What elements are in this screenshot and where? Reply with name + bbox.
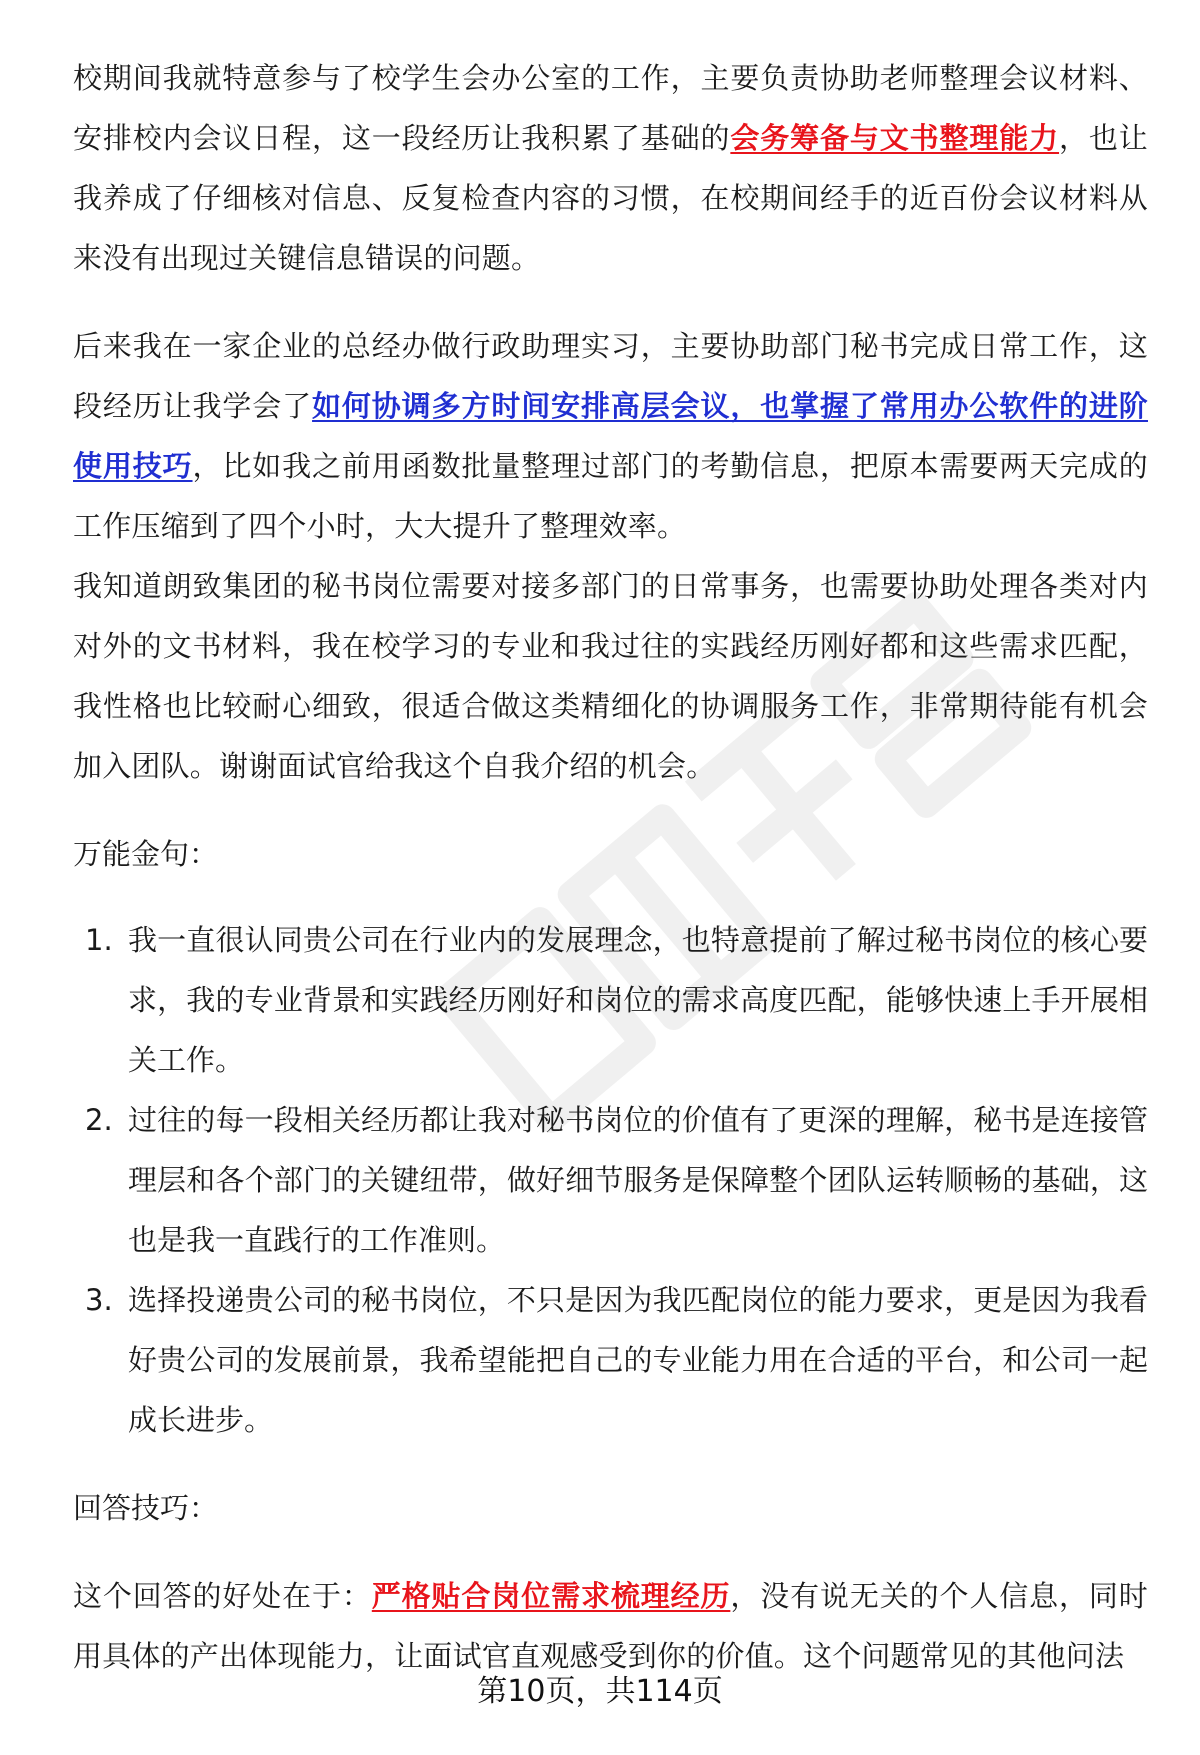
highlight-blue: 如何协调多方时间安排高层会议，也掌握了常用办公软件的进阶使用技巧 xyxy=(73,389,1148,483)
list-item-text: 我一直很认同贵公司在行业内的发展理念，也特意提前了解过秘书岗位的核心要求，我的专业背景和实践经历刚好和岗位的需求高度匹配，能够快速上手开展相关工作。 xyxy=(128,923,1148,1077)
golden-sentences-heading: 万能金句： xyxy=(73,837,219,871)
highlight-red: 会务筹备与文书整理能力 xyxy=(730,121,1060,155)
paragraph-text: ，也让我养成了仔细核对信息、反复检查内容的习惯，在校期间经手的近百份会议材料从来没有出现过关键信息错误的问题。 xyxy=(73,121,1149,275)
list-item xyxy=(73,1270,1148,1450)
paragraph-text: ，比如我之前用函数批量整理过部门的考勤信息，把原本需要两天完成的工作压缩到了四个小时，大大提升了整理效率。 xyxy=(73,449,1148,543)
paragraph-internship-experience xyxy=(73,316,1148,556)
answer-tips-heading: 回答技巧： xyxy=(73,1491,219,1525)
golden-sentences-list xyxy=(73,910,1148,1450)
paragraph-answer-tips xyxy=(73,1566,1148,1686)
list-number: 3. xyxy=(85,1283,113,1317)
list-item-text: 过往的每一段相关经历都让我对秘书岗位的价值有了更深的理解，秘书是连接管理层和各个部门的关键纽带，做好细节服务是保障整个团队运转顺畅的基础，这也是我一直践行的工作准则。 xyxy=(128,1103,1148,1257)
page-number-footer: 第10页，共114页 xyxy=(477,1674,723,1709)
paragraph-text: 校期间我就特意参与了校学生会办公室的工作，主要负责协助老师整理会议材料、安排校内会议日程，这一段经历让我积累了基础的 xyxy=(73,61,1148,155)
paragraph-closing: 我知道朗致集团的秘书岗位需要对接多部门的日常事务，也需要协助处理各类对内对外的文书材料，我在校学习的专业和我过往的实践经历刚好都和这些需求匹配，我性格也比较耐心细致，很适合做这类精细化的协调服务工作，非常期待能有机会加入团队。谢谢面试官给我这个自我介绍的机会。 xyxy=(73,569,1148,783)
paragraph-school-experience xyxy=(73,48,1148,288)
list-number: 2. xyxy=(85,1103,113,1137)
list-number: 1. xyxy=(85,923,113,957)
list-item xyxy=(73,910,1148,1090)
list-item xyxy=(73,1090,1148,1270)
paragraph-text: 后来我在一家企业的总经办做行政助理实习，主要协助部门秘书完成日常工作，这段经历让我学会了 xyxy=(73,329,1148,423)
list-item-text: 选择投递贵公司的秘书岗位，不只是因为我匹配岗位的能力要求，更是因为我看好贵公司的发展前景，我希望能把自己的专业能力用在合适的平台，和公司一起成长进步。 xyxy=(128,1283,1148,1437)
document-body xyxy=(73,48,1148,1686)
highlight-red: 严格贴合岗位需求梳理经历 xyxy=(371,1579,731,1613)
paragraph-text: ，没有说无关的个人信息，同时用具体的产出体现能力，让面试官直观感受到你的价值。这个问题常见的其他问法 xyxy=(73,1579,1148,1673)
paragraph-text: 这个回答的好处在于： xyxy=(73,1579,372,1613)
